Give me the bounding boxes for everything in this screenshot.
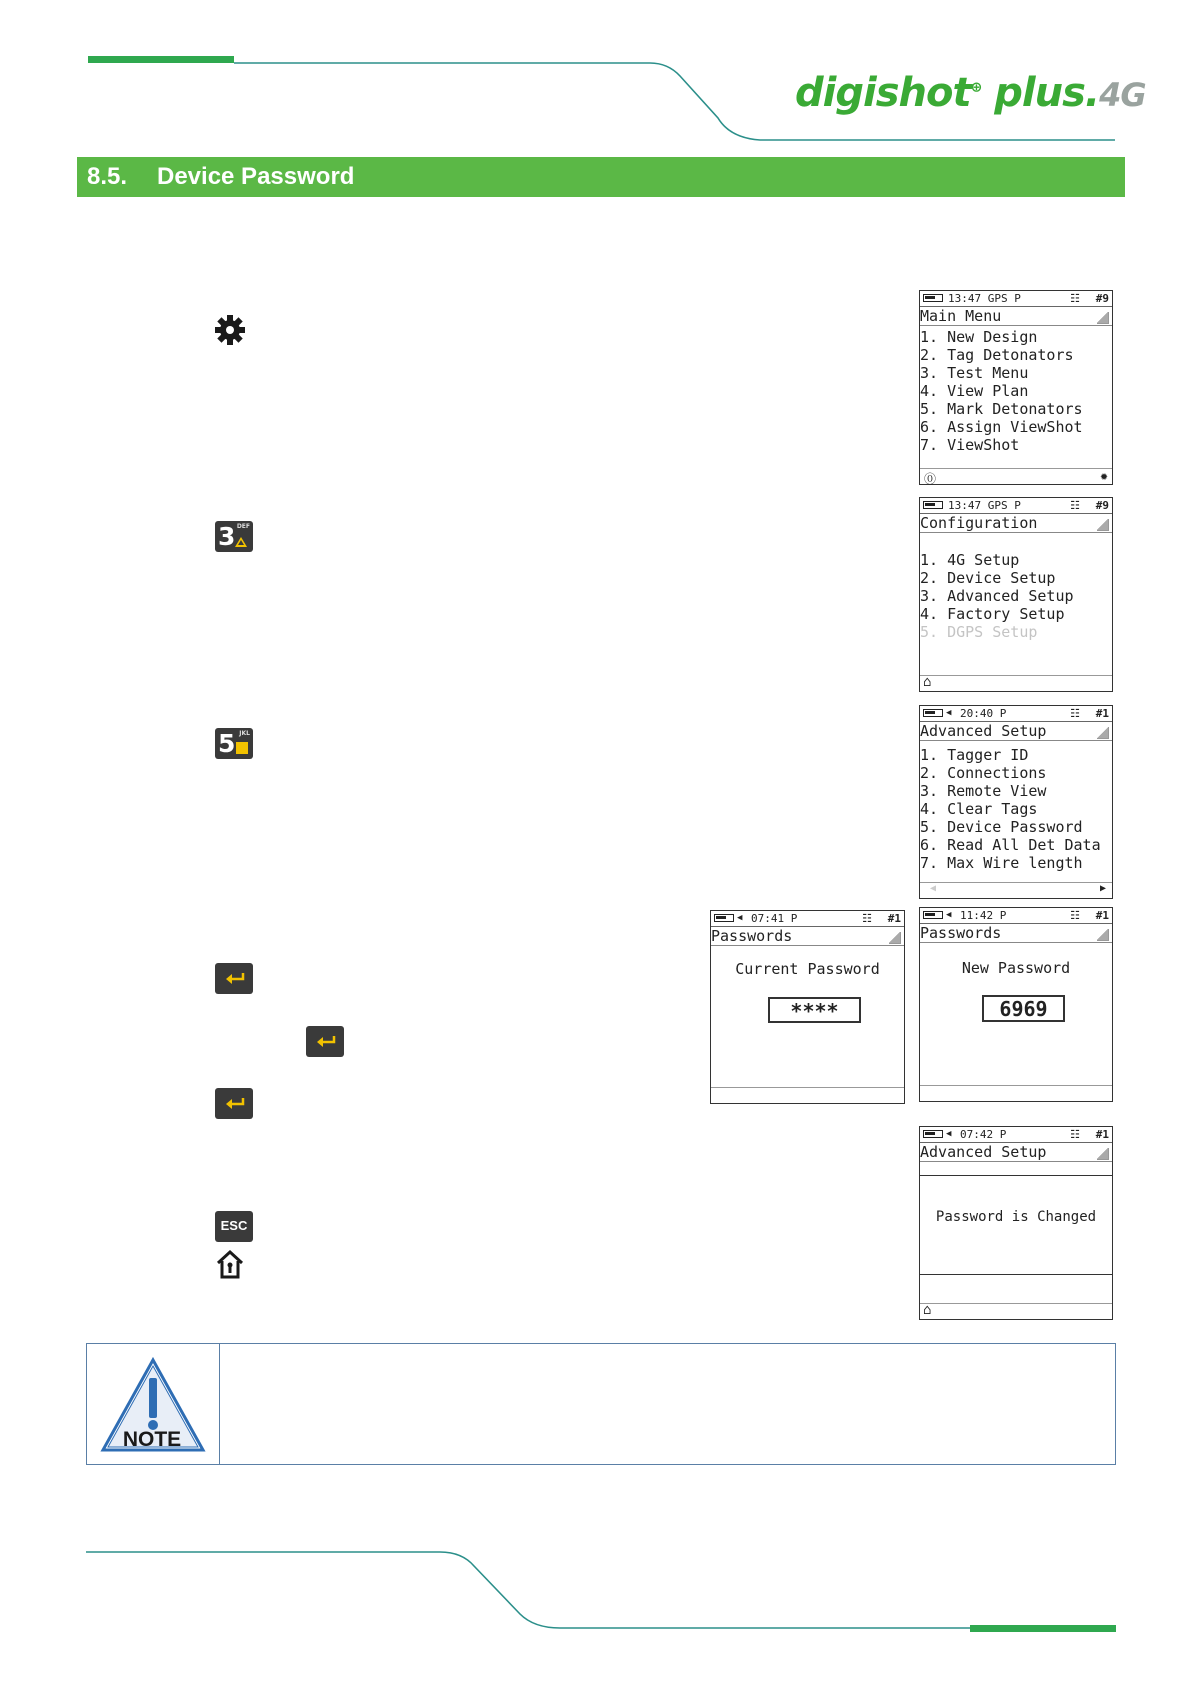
screen-footer bbox=[920, 882, 1112, 898]
screen-title bbox=[920, 1143, 1112, 1162]
screen-title-text: Main Menu bbox=[920, 307, 1002, 325]
key-5-digit: 5 bbox=[218, 729, 236, 758]
square-icon bbox=[236, 742, 248, 754]
menu-item-disabled: 5. DGPS Setup bbox=[920, 623, 1038, 641]
gear-icon: ✹ bbox=[1100, 469, 1108, 484]
home-icon: ⌂ bbox=[923, 674, 932, 690]
status-time: 20:40 P bbox=[960, 707, 1007, 720]
sim-icon: ☷ bbox=[1070, 292, 1080, 305]
digishot-logo: digishot⊕ plus.4G bbox=[795, 70, 1146, 116]
status-bar bbox=[920, 706, 1112, 722]
status-time: 07:41 P bbox=[751, 912, 798, 925]
screen-title-text: Passwords bbox=[920, 924, 1002, 942]
gear-icon bbox=[213, 313, 247, 347]
screen-title-text: Advanced Setup bbox=[920, 722, 1047, 740]
plug-icon: ◀ bbox=[946, 910, 952, 920]
password-label: New Password bbox=[961, 959, 1071, 977]
menu-item[interactable]: 7. ViewShot bbox=[920, 436, 1020, 454]
home-icon: ⌂ bbox=[923, 1302, 932, 1318]
key-5-button bbox=[215, 728, 253, 759]
key-3-digit: 3 bbox=[218, 522, 236, 551]
status-time: 11:42 P bbox=[960, 909, 1007, 922]
menu-item[interactable]: 5. Device Password bbox=[920, 818, 1083, 836]
esc-label: ESC bbox=[220, 1218, 248, 1233]
battery-icon bbox=[923, 709, 943, 717]
enter-key-button bbox=[215, 1088, 253, 1119]
screen-footer bbox=[711, 1087, 904, 1103]
page-fold-icon bbox=[1097, 727, 1109, 739]
menu-item[interactable]: 6. Assign ViewShot bbox=[920, 418, 1083, 436]
battery-icon bbox=[923, 294, 943, 302]
menu-item[interactable]: 3. Test Menu bbox=[920, 364, 1029, 382]
screen-footer bbox=[920, 1303, 1112, 1319]
status-bar bbox=[920, 908, 1112, 924]
note-divider bbox=[219, 1344, 220, 1464]
device-number: #9 bbox=[1095, 292, 1109, 305]
key-3-letters: DEF bbox=[236, 523, 250, 530]
message-box bbox=[920, 1175, 1112, 1275]
menu-item[interactable]: 2. Connections bbox=[920, 764, 1047, 782]
screen-title bbox=[920, 722, 1112, 741]
sim-icon: ☷ bbox=[1070, 909, 1080, 922]
menu-item[interactable]: 1. Tagger ID bbox=[920, 746, 1029, 764]
triangle-icon bbox=[235, 537, 247, 547]
enter-key-button bbox=[215, 963, 253, 994]
battery-icon bbox=[923, 501, 943, 509]
page-fold-icon bbox=[1097, 519, 1109, 531]
menu-item[interactable]: 6. Read All Det Data bbox=[920, 836, 1101, 854]
screen-footer bbox=[920, 675, 1112, 691]
device-number: #1 bbox=[1095, 909, 1109, 922]
enter-icon bbox=[315, 1034, 337, 1048]
screen-title bbox=[711, 927, 904, 946]
sim-icon: ☷ bbox=[1070, 707, 1080, 720]
device-number: #1 bbox=[887, 912, 901, 925]
key-3-button bbox=[215, 521, 253, 552]
section-heading bbox=[77, 157, 1125, 197]
status-time: 07:42 P bbox=[960, 1128, 1007, 1141]
plug-icon: ◀ bbox=[737, 913, 743, 923]
menu-item[interactable]: 3. Advanced Setup bbox=[920, 587, 1074, 605]
status-bar bbox=[920, 291, 1112, 307]
device-number: #1 bbox=[1095, 1128, 1109, 1141]
device-screen-new-password bbox=[919, 907, 1113, 1102]
password-label: Current Password bbox=[735, 960, 880, 978]
scroll-right-icon: ▶ bbox=[1099, 883, 1106, 894]
scroll-left-icon: ◀ bbox=[930, 883, 937, 894]
page-fold-icon bbox=[889, 932, 901, 944]
screen-title bbox=[920, 924, 1112, 943]
screen-title-text: Advanced Setup bbox=[920, 1143, 1047, 1161]
sim-icon: ☷ bbox=[1070, 499, 1080, 512]
message-text: Password is Changed bbox=[935, 1209, 1097, 1225]
menu-item[interactable]: 2. Tag Detonators bbox=[920, 346, 1074, 364]
menu-item[interactable]: 4. Factory Setup bbox=[920, 605, 1065, 623]
device-screen-main-menu bbox=[919, 290, 1113, 485]
sim-icon: ☷ bbox=[862, 912, 872, 925]
home-icon bbox=[214, 1248, 246, 1280]
screen-title bbox=[920, 307, 1112, 326]
note-box bbox=[86, 1343, 1116, 1465]
enter-icon bbox=[224, 1096, 246, 1110]
current-password-field[interactable]: **** bbox=[768, 997, 861, 1023]
screen-title bbox=[920, 514, 1112, 533]
battery-icon bbox=[714, 914, 734, 922]
note-label: NOTE bbox=[122, 1428, 182, 1451]
status-bar bbox=[711, 911, 904, 927]
device-screen-current-password bbox=[710, 910, 905, 1104]
status-bar bbox=[920, 498, 1112, 514]
menu-item[interactable]: 7. Max Wire length bbox=[920, 854, 1083, 872]
menu-item[interactable]: 2. Device Setup bbox=[920, 569, 1056, 587]
status-time: 13:47 GPS P bbox=[948, 499, 1021, 512]
battery-icon bbox=[923, 1130, 943, 1138]
status-bar bbox=[920, 1127, 1112, 1143]
page-fold-icon bbox=[1097, 1148, 1109, 1160]
status-time: 13:47 GPS P bbox=[948, 292, 1021, 305]
device-number: #9 bbox=[1095, 499, 1109, 512]
device-screen-configuration bbox=[919, 497, 1113, 692]
lock-icon: ⓪ bbox=[924, 472, 937, 486]
enter-key-button bbox=[306, 1026, 344, 1057]
menu-item[interactable]: 4. Clear Tags bbox=[920, 800, 1038, 818]
new-password-field[interactable]: 6969 bbox=[982, 995, 1065, 1022]
screen-title-text: Passwords bbox=[711, 927, 793, 945]
screen-title-text: Configuration bbox=[920, 514, 1038, 532]
page-fold-icon bbox=[1097, 312, 1109, 324]
section-title: Device Password bbox=[157, 163, 355, 190]
device-screen-advanced-setup bbox=[919, 705, 1113, 899]
screen-footer bbox=[920, 468, 1112, 484]
plug-icon: ◀ bbox=[946, 1129, 952, 1139]
sim-icon: ☷ bbox=[1070, 1128, 1080, 1141]
key-5-letters: JKL bbox=[239, 730, 250, 737]
menu-item[interactable]: 4. View Plan bbox=[920, 382, 1029, 400]
menu-item[interactable]: 1. New Design bbox=[920, 328, 1038, 346]
battery-icon bbox=[923, 911, 943, 919]
device-number: #1 bbox=[1095, 707, 1109, 720]
menu-item[interactable]: 3. Remote View bbox=[920, 782, 1047, 800]
enter-icon bbox=[224, 971, 246, 985]
menu-item[interactable]: 1. 4G Setup bbox=[920, 551, 1020, 569]
footer-decoration bbox=[0, 1540, 1191, 1640]
plug-icon: ◀ bbox=[946, 708, 952, 718]
screen-footer bbox=[920, 1085, 1112, 1101]
menu-item[interactable]: 5. Mark Detonators bbox=[920, 400, 1083, 418]
section-number: 8.5. bbox=[87, 163, 128, 190]
device-screen-password-changed bbox=[919, 1126, 1113, 1320]
page-fold-icon bbox=[1097, 929, 1109, 941]
esc-key-button bbox=[215, 1211, 253, 1242]
